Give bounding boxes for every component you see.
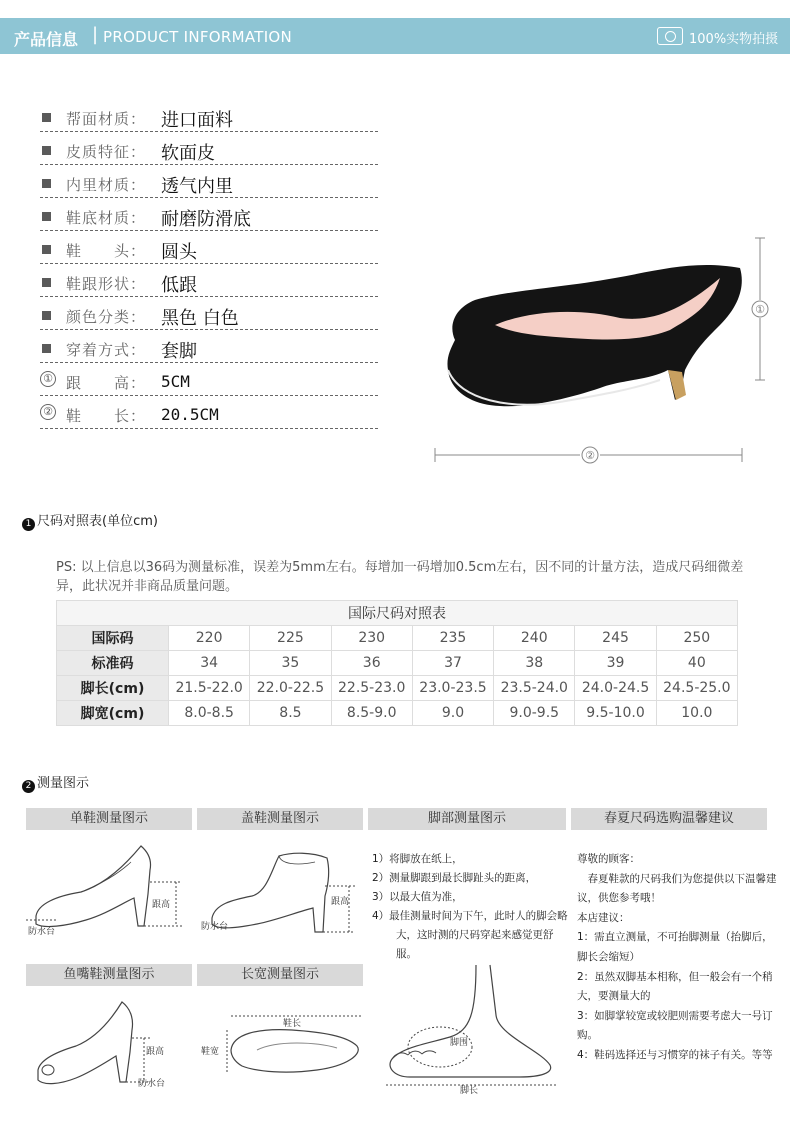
- dim-marker-1: ①: [755, 303, 765, 316]
- spec-value: 耐磨防滑底: [161, 209, 251, 230]
- bullet-icon: [42, 344, 51, 353]
- marker-2: ②: [40, 404, 56, 420]
- spec-row-lining: [40, 166, 378, 198]
- spec-row-color: [40, 298, 378, 330]
- spec-row-leather: [40, 133, 378, 165]
- step-item: 4）最佳测量时间为下午，此时人的脚会略大，这时测的尺码穿起来感觉更舒服。: [372, 910, 568, 960]
- spec-row-heel-height: [40, 364, 378, 396]
- bullet-icon: [42, 179, 51, 188]
- pump-measure-header: 单鞋测量图示: [26, 808, 192, 830]
- length-label: 鞋长: [283, 1019, 302, 1029]
- spec-row-wearing: [40, 331, 378, 363]
- bootie-measure-header: 盖鞋测量图示: [197, 808, 363, 830]
- spec-value: 5CM: [161, 372, 190, 391]
- bullet-icon: [42, 146, 51, 155]
- real-photo-label: 100%实物拍摄: [689, 32, 779, 47]
- header-title-en: PRODUCT INFORMATION: [103, 28, 293, 46]
- product-info-header: [0, 18, 790, 54]
- bullet-icon: [42, 311, 51, 320]
- spec-value: 进口面料: [161, 110, 233, 131]
- advice-line: 春夏鞋款的尺码我们为您提供以下温馨建议，供您参考哦！: [577, 872, 777, 905]
- size-advice: [577, 850, 777, 1066]
- section-size-chart-title: 1 尺码对照表(单位cm): [22, 510, 158, 531]
- foot-measure-header: 脚部测量图示: [368, 808, 566, 830]
- spec-value: 低跟: [161, 275, 197, 296]
- table-row: 脚宽(cm) 8.0-8.5 8.5 8.5-9.0 9.0 9.0-9.5 9.5-10.0 10.0: [57, 701, 738, 726]
- advice-line: 2：虽然双脚基本相称，但一般会有一个稍大，要测量大的: [577, 970, 773, 1003]
- spec-value: 套脚: [161, 341, 197, 362]
- spec-row-sole: [40, 199, 378, 231]
- heel-label: 跟高: [152, 900, 171, 910]
- advice-line: 本店建议：: [577, 911, 630, 924]
- bullet-icon: [42, 212, 51, 221]
- spec-value: 20.5CM: [161, 405, 219, 424]
- spec-value: 透气内里: [161, 176, 233, 197]
- spec-value: 软面皮: [161, 143, 215, 164]
- platform-label: 防水台: [28, 927, 56, 937]
- section-number-icon: 1: [22, 518, 35, 531]
- spec-row-toe: [40, 232, 378, 264]
- advice-line: 尊敬的顾客：: [577, 853, 640, 865]
- spec-value: 黑色 白色: [161, 308, 239, 329]
- spec-label: 鞋 长：: [66, 407, 147, 425]
- spec-value: 圆头: [161, 242, 197, 263]
- step-item: 1）将脚放在纸上，: [372, 853, 463, 865]
- advice-line: 1：需直立测量，不可抬脚测量（抬脚后，脚长会缩短）: [577, 931, 773, 963]
- table-caption: 国际尺码对照表: [57, 601, 738, 626]
- length-width-sketch: [197, 990, 363, 1100]
- spec-label: 穿着方式：: [66, 341, 147, 359]
- advice-line: 4：鞋码选择还与习惯穿的袜子有关。等等: [577, 1048, 773, 1061]
- spec-row-shoe-length: [40, 397, 378, 429]
- camera-icon: [657, 27, 683, 45]
- spec-label: 鞋跟形状：: [66, 275, 147, 293]
- girth-label: 脚围: [450, 1038, 469, 1048]
- bullet-icon: [42, 278, 51, 287]
- foot-length-label: 脚长: [460, 1086, 479, 1095]
- size-note: PS: 以上信息以36码为测量标准，误差为5mm左右。每增加一码增加0.5cm左右，因不同的计量方法，造成尺码细微差异，此状况并非商品质量问题。: [56, 560, 744, 594]
- peeptoe-measure-header: 鱼嘴鞋测量图示: [26, 964, 192, 986]
- step-item: 3）以最大值为准，: [372, 891, 463, 903]
- spec-label: 帮面材质：: [66, 110, 147, 128]
- spec-row-upper: [40, 100, 378, 132]
- header-title-zh: 产品信息: [14, 30, 79, 49]
- bootie-sketch: [197, 834, 363, 944]
- size-table: [56, 600, 738, 726]
- heel-label: 跟高: [146, 1047, 165, 1057]
- spec-label: 鞋 头：: [66, 242, 147, 260]
- advice-header: 春夏尺码选购温馨建议: [571, 808, 767, 830]
- bullet-icon: [42, 113, 51, 122]
- spec-label: 皮质特征：: [66, 143, 147, 161]
- bullet-icon: [42, 245, 51, 254]
- platform-label: 防水台: [138, 1079, 166, 1089]
- product-shoe-image: [420, 230, 780, 480]
- header-separator: |: [92, 24, 99, 45]
- platform-label: 防水台: [201, 922, 229, 932]
- spec-label: 鞋底材质：: [66, 209, 147, 227]
- section-number-icon: 2: [22, 780, 35, 793]
- section-measure-title: 2 测量图示: [22, 772, 89, 793]
- dim-marker-2: ②: [585, 449, 595, 462]
- step-item: 2）测量脚跟到最长脚趾头的距离，: [372, 872, 537, 884]
- table-row: 脚长(cm) 21.5-22.0 22.0-22.5 22.5-23.0 23.0-23.5 23.5-24.0 24.0-24.5 24.5-25.0: [57, 676, 738, 701]
- advice-line: 3：如脚掌较宽或较肥则需要考虑大一号订购。: [577, 1009, 773, 1042]
- foot-sketch: [380, 955, 570, 1095]
- heel-label: 跟高: [331, 897, 350, 907]
- table-row: 标准码 34 35 36 37 38 39 40: [57, 651, 738, 676]
- spec-label: 跟 高：: [66, 374, 147, 392]
- spec-label: 颜色分类：: [66, 308, 147, 326]
- spec-row-heel-shape: [40, 265, 378, 297]
- foot-measure-steps: [372, 850, 572, 964]
- pump-sketch: [26, 834, 192, 944]
- table-row: 国际码 220 225 230 235 240 245 250: [57, 626, 738, 651]
- marker-1: ①: [40, 371, 56, 387]
- spec-label: 内里材质：: [66, 176, 147, 194]
- width-label: 鞋宽: [201, 1047, 220, 1057]
- peeptoe-sketch: [26, 990, 192, 1100]
- length-width-header: 长宽测量图示: [197, 964, 363, 986]
